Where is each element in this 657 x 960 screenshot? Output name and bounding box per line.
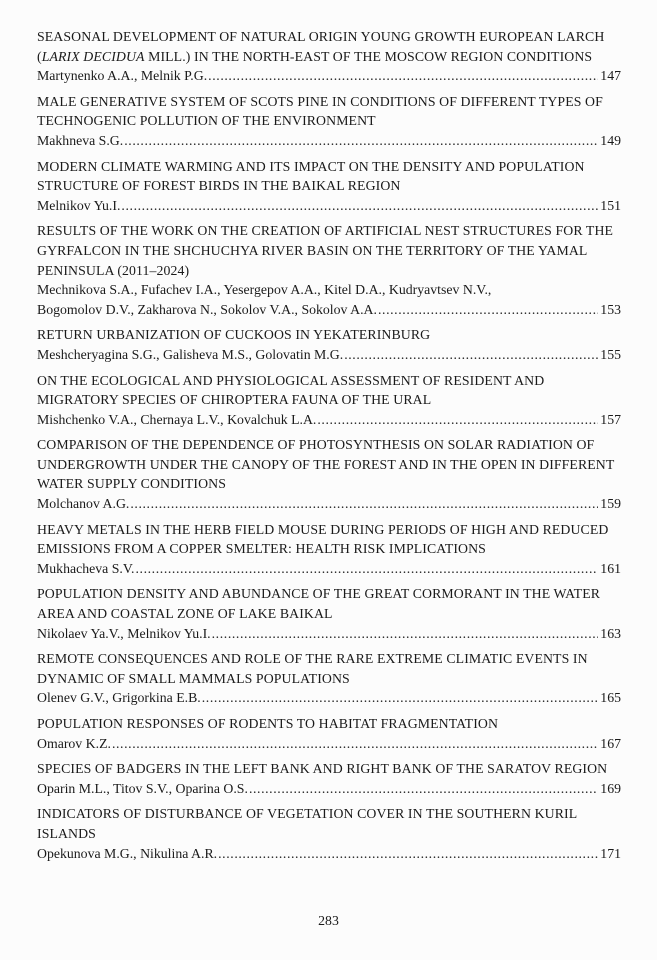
entry-page-number: 157 (600, 411, 621, 427)
entry-page-number: 147 (600, 68, 621, 84)
entry-title-species-name: LARIX DECIDUA (41, 48, 145, 64)
entry-reference-row (37, 300, 621, 320)
entry-authors: Omarov K.Z. (37, 735, 111, 751)
entry-authors: Nikolaev Ya.V., Melnikov Yu.I. (37, 625, 211, 641)
entry-title (37, 714, 621, 734)
entry-page-number: 159 (600, 496, 621, 512)
entry-reference-row (37, 779, 621, 799)
dot-leader (249, 779, 598, 799)
entry-authors: Mukhacheva S.V. (37, 560, 135, 576)
entry-title-text: RESULTS OF THE WORK ON THE CREATION OF ARTIFICIAL NEST STRUCTURES FOR THE GYRFALCON IN THE SHCHUCHYA RIVER BASIN ON THE TERRITORY OF THE YAMAL PENINSULA (2011–2024) (37, 223, 614, 278)
entry-title-text: SPECIES OF BADGERS IN THE LEFT BANK AND RIGHT BANK OF THE SARATOV REGION (37, 761, 608, 777)
entry-title-text: ON THE ECOLOGICAL AND PHYSIOLOGICAL ASSESSMENT OF RESIDENT AND MIGRATORY SPECIES OF CHIROPTERA FAUNA OF THE URAL (37, 372, 545, 408)
entry-page-number: 151 (600, 197, 621, 213)
entry-title (37, 649, 621, 688)
entry-title (37, 520, 621, 559)
entry-title (37, 157, 621, 196)
entry-page-number: 153 (600, 301, 621, 317)
entry-reference-row (37, 624, 621, 644)
entry-title-text: MALE GENERATIVE SYSTEM OF SCOTS PINE IN CONDITIONS OF DIFFERENT TYPES OF TECHNOGENIC POLLUTION OF THE ENVIRONMENT (37, 93, 603, 129)
entry-authors: Olenev G.V., Grigorkina E.B. (37, 690, 201, 706)
entry-title-text: SEASONAL DEVELOPMENT OF NATURAL ORIGIN YOUNG GROWTH EUROPEAN LARCH ( (37, 29, 605, 64)
entry-authors: Melnikov Yu.I. (37, 197, 121, 213)
dot-leader (124, 131, 598, 151)
dot-leader (317, 410, 598, 430)
entry-authors-overflow-line: Mechnikova S.A., Fufachev I.A., Yesergepov A.A., Kitel D.A., Kudryavtsev N.V., (37, 282, 492, 298)
page-number: 283 (318, 913, 339, 929)
entry-reference-row (37, 410, 621, 430)
toc-entry (37, 92, 621, 151)
entry-title (37, 325, 621, 345)
dot-leader (112, 734, 598, 754)
dot-leader (378, 300, 598, 320)
entry-authors: Makhneva S.G. (37, 132, 124, 148)
entry-title (37, 27, 621, 66)
toc-entry (37, 649, 621, 708)
entry-reference-row (37, 844, 621, 864)
entry-title (37, 435, 621, 494)
entry-authors: Opekunova M.G., Nikulina A.R. (37, 845, 218, 861)
entry-title-text: COMPARISON OF THE DEPENDENCE OF PHOTOSYNTHESIS ON SOLAR RADIATION OF UNDERGROWTH UNDER THE CANOPY OF THE FOREST AND IN THE OPEN IN DIFFERENT WATER SUPPLY CONDITIONS (37, 437, 615, 492)
entry-title-text: REMOTE CONSEQUENCES AND ROLE OF THE RARE EXTREME CLIMATIC EVENTS IN DYNAMIC OF SMALL MAMMALS POPULATIONS (37, 651, 588, 686)
dot-leader (135, 559, 598, 579)
entry-title (37, 221, 621, 280)
entry-page-number: 169 (600, 780, 621, 796)
dot-leader (212, 624, 599, 644)
entry-reference-row (37, 688, 621, 708)
toc-entry (37, 520, 621, 579)
entry-page-number: 171 (600, 845, 621, 861)
dot-leader (218, 844, 598, 864)
toc-entry (37, 584, 621, 643)
toc-entry (37, 157, 621, 216)
toc-entry (37, 325, 621, 364)
dot-leader (344, 345, 598, 365)
entry-authors: Meshcheryagina S.G., Galisheva M.S., Golovatin M.G. (37, 346, 344, 362)
dot-leader (208, 66, 598, 86)
entry-reference-row (37, 196, 621, 216)
entry-reference-row (37, 131, 621, 151)
entry-reference-row (37, 559, 621, 579)
toc-entry-list (37, 27, 621, 863)
entry-title (37, 371, 621, 410)
entry-page-number: 163 (600, 625, 621, 641)
entry-title-text: POPULATION DENSITY AND ABUNDANCE OF THE GREAT CORMORANT IN THE WATER AREA AND COASTAL ZONE OF LAKE BAIKAL (37, 586, 601, 622)
entry-reference-row (37, 734, 621, 754)
entry-title-text: POPULATION RESPONSES OF RODENTS TO HABITAT FRAGMENTATION (37, 716, 499, 731)
entry-reference-row (37, 66, 621, 86)
entry-authors: Martynenko A.A., Melnik P.G. (37, 68, 208, 84)
toc-entry (37, 435, 621, 513)
entry-reference-row (37, 345, 621, 365)
toc-entry (37, 221, 621, 319)
entry-title-text: RETURN URBANIZATION OF CUCKOOS IN YEKATERINBURG (37, 327, 431, 343)
entry-page-number: 155 (600, 346, 621, 362)
entry-title (37, 92, 621, 131)
entry-title (37, 584, 621, 623)
entry-title-text: HEAVY METALS IN THE HERB FIELD MOUSE DURING PERIODS OF HIGH AND REDUCED EMISSIONS FROM A COPPER SMELTER: HEALTH RISK IMPLICATIONS (37, 521, 609, 557)
entry-page-number: 167 (600, 735, 621, 751)
entry-authors: Oparin M.L., Titov S.V., Oparina O.S. (37, 780, 248, 796)
entry-title (37, 804, 621, 843)
entry-authors: Mishchenko V.A., Chernaya L.V., Kovalchuk L.A. (37, 411, 317, 427)
entry-authors: Bogomolov D.V., Zakharova N., Sokolov V.A., Sokolov A.A. (37, 301, 377, 317)
entry-title-text: MODERN CLIMATE WARMING AND ITS IMPACT ON THE DENSITY AND POPULATION STRUCTURE OF FOREST BIRDS IN THE BAIKAL REGION (37, 158, 585, 194)
dot-leader (121, 196, 598, 216)
toc-entry (37, 714, 621, 753)
entry-title (37, 759, 621, 779)
dot-leader (202, 688, 599, 708)
toc-entry (37, 27, 621, 86)
toc-entry (37, 371, 621, 430)
entry-title-text-continued: MILL.) IN THE NORTH-EAST OF THE MOSCOW REGION CONDITIONS (144, 48, 593, 64)
dot-leader (130, 494, 598, 514)
entry-title-text: INDICATORS OF DISTURBANCE OF VEGETATION COVER IN THE SOUTHERN KURIL ISLANDS (37, 806, 577, 841)
entry-page-number: 149 (600, 132, 621, 148)
toc-entry (37, 759, 621, 798)
entry-page-number: 165 (600, 690, 621, 706)
entry-reference-row (37, 494, 621, 514)
toc-entry (37, 804, 621, 863)
entry-page-number: 161 (600, 560, 621, 576)
entry-authors: Molchanov A.G. (37, 496, 130, 512)
